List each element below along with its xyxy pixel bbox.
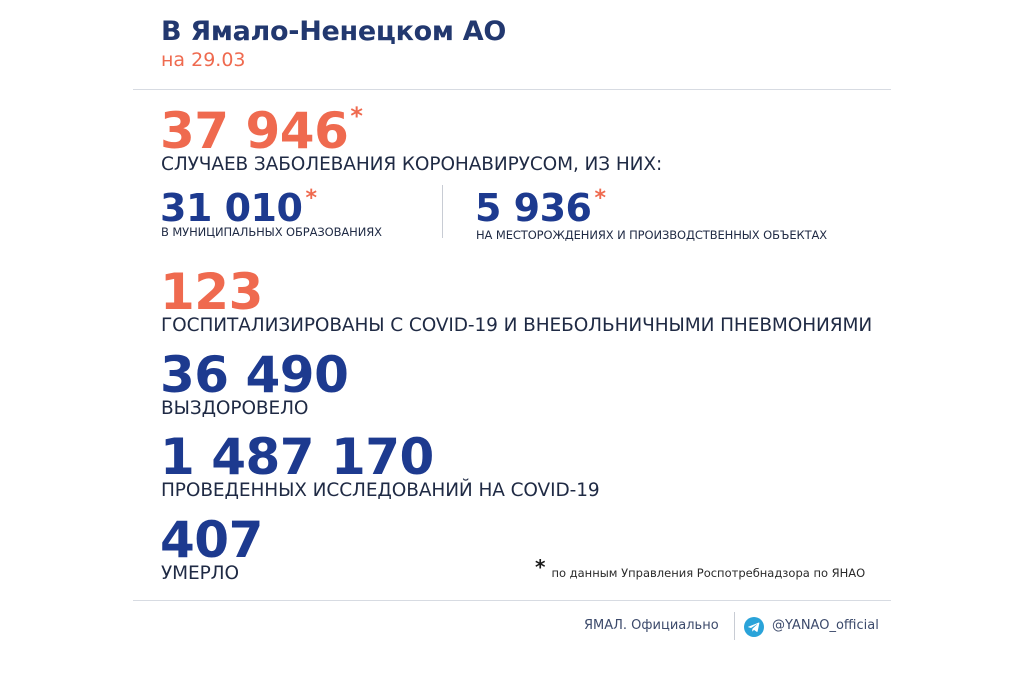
telegram-icon[interactable] xyxy=(744,617,764,637)
total-cases-asterisk: * xyxy=(350,102,363,130)
cases-column-divider xyxy=(442,185,443,238)
footer-divider xyxy=(734,612,735,640)
deaths-value: 407 xyxy=(160,511,263,569)
hospitalized-label: ГОСПИТАЛИЗИРОВАНЫ С COVID-19 И ВНЕБОЛЬНИЧНЫМИ ПНЕВМОНИЯМИ xyxy=(161,315,873,336)
telegram-handle[interactable]: @YANAO_official xyxy=(772,618,879,633)
top-divider xyxy=(133,89,891,90)
tests-label: ПРОВЕДЕННЫХ ИССЛЕДОВАНИЙ НА COVID-19 xyxy=(161,480,600,501)
recovered-label: ВЫЗДОРОВЕЛО xyxy=(161,398,309,419)
report-date: на 29.03 xyxy=(161,49,246,71)
municipal-cases-value: 31 010 xyxy=(160,186,303,230)
tests-value: 1 487 170 xyxy=(160,428,434,486)
footnote-asterisk: * xyxy=(535,555,546,579)
deaths-label: УМЕРЛО xyxy=(161,563,239,584)
fields-cases-label: НА МЕСТОРОЖДЕНИЯХ И ПРОИЗВОДСТВЕННЫХ ОБЪЕКТАХ xyxy=(476,228,828,242)
recovered-value: 36 490 xyxy=(160,346,349,404)
municipal-cases-label: В МУНИЦИПАЛЬНЫХ ОБРАЗОВАНИЯХ xyxy=(161,225,382,239)
hospitalized-value: 123 xyxy=(160,263,263,321)
footnote-text: по данным Управления Роспотребнадзора по ЯНАО xyxy=(551,566,866,580)
municipal-cases-asterisk: * xyxy=(305,186,317,211)
bottom-divider xyxy=(133,600,891,601)
source-footnote xyxy=(535,555,866,581)
fields-cases-value: 5 936 xyxy=(475,186,592,230)
brand-name: ЯМАЛ. Официально xyxy=(584,618,719,633)
region-title: В Ямало-Ненецком АО xyxy=(161,16,506,47)
total-cases-label: СЛУЧАЕВ ЗАБОЛЕВАНИЯ КОРОНАВИРУСОМ, ИЗ НИХ: xyxy=(161,154,663,175)
fields-cases-asterisk: * xyxy=(594,186,606,211)
total-cases-value: 37 946 xyxy=(160,102,349,160)
